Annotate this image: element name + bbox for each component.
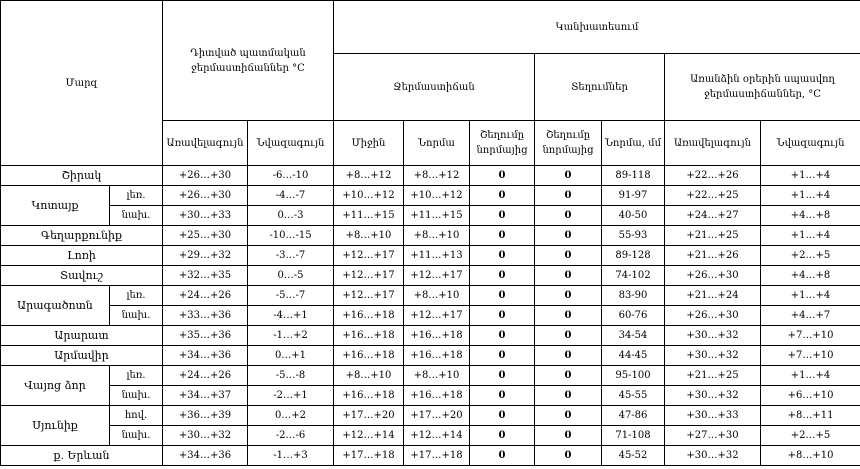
obs-max-cell: +24…+26 [163, 366, 248, 386]
subregion-cell: հով. [110, 406, 163, 426]
norm-cell: +16…+18 [404, 326, 470, 346]
region-cell: Արագածոտն [1, 286, 110, 326]
mean-cell: +17…+20 [334, 406, 404, 426]
dmax-cell: +21…+24 [665, 286, 761, 306]
pdev-cell: 0 [535, 246, 602, 266]
dev-cell: 0 [470, 166, 535, 186]
precip-deviation-header: Շեղումը նորմայից [535, 121, 602, 166]
pdev-cell: 0 [535, 266, 602, 286]
norm-cell: +17…+20 [404, 406, 470, 426]
pnorm-cell: 91-97 [602, 186, 665, 206]
pnorm-cell: 83-90 [602, 286, 665, 306]
pnorm-cell: 89-128 [602, 246, 665, 266]
obs-max-cell: +24…+26 [163, 286, 248, 306]
mean-cell: +8…+10 [334, 366, 404, 386]
mean-cell: +8…+10 [334, 226, 404, 246]
dev-cell: 0 [470, 206, 535, 226]
subregion-cell: նախ. [110, 386, 163, 406]
norm-cell: +11…+15 [404, 206, 470, 226]
mean-cell: +12…+17 [334, 286, 404, 306]
subregion-cell: լեռ. [110, 186, 163, 206]
pdev-cell: 0 [535, 346, 602, 366]
dev-cell: 0 [470, 286, 535, 306]
obs-min-cell: -5…-8 [248, 366, 334, 386]
daily-max-header: Առավելագույն [665, 121, 761, 166]
pnorm-cell: 89-118 [602, 166, 665, 186]
mean-cell: +12…+14 [334, 426, 404, 446]
norm-cell: +12…+17 [404, 306, 470, 326]
mean-cell: +16…+18 [334, 326, 404, 346]
observed-max-header: Առավելագույն [163, 121, 248, 166]
dmin-cell: +4…+7 [761, 306, 860, 326]
pnorm-cell: 47-86 [602, 406, 665, 426]
mean-cell: +8…+12 [334, 166, 404, 186]
precip-norm-header: Նորմա, մմ [602, 121, 665, 166]
table-row [1, 266, 860, 286]
dmin-cell: +1…+4 [761, 186, 860, 206]
dmax-cell: +21…+26 [665, 246, 761, 266]
obs-max-cell: +34…+36 [163, 446, 248, 466]
pdev-cell: 0 [535, 306, 602, 326]
obs-max-cell: +26…+30 [163, 186, 248, 206]
dev-cell: 0 [470, 246, 535, 266]
region-cell: Լոռի [1, 246, 163, 266]
obs-min-cell: -6…-10 [248, 166, 334, 186]
pdev-cell: 0 [535, 366, 602, 386]
dmax-cell: +30…+33 [665, 406, 761, 426]
obs-max-cell: +34…+37 [163, 386, 248, 406]
dmin-cell: +1…+4 [761, 366, 860, 386]
dmax-cell: +26…+30 [665, 266, 761, 286]
obs-max-cell: +30…+32 [163, 426, 248, 446]
dmin-cell: +2…+5 [761, 426, 860, 446]
dmax-cell: +24…+27 [665, 206, 761, 226]
dev-cell: 0 [470, 346, 535, 366]
pdev-cell: 0 [535, 386, 602, 406]
dmin-cell: +8…+10 [761, 446, 860, 466]
pnorm-cell: 74-102 [602, 266, 665, 286]
obs-min-cell: -2…-6 [248, 426, 334, 446]
pdev-cell: 0 [535, 446, 602, 466]
dmin-cell: +1…+4 [761, 226, 860, 246]
obs-min-cell: 0…+2 [248, 406, 334, 426]
table-row [1, 226, 860, 246]
obs-max-cell: +34…+36 [163, 346, 248, 366]
obs-max-cell: +30…+33 [163, 206, 248, 226]
dmax-cell: +27…+30 [665, 426, 761, 446]
dmin-cell: +1…+4 [761, 286, 860, 306]
dmax-cell: +30…+32 [665, 346, 761, 366]
pnorm-cell: 71-108 [602, 426, 665, 446]
dev-cell: 0 [470, 306, 535, 326]
obs-min-cell: -1…+3 [248, 446, 334, 466]
table-row [1, 446, 860, 466]
obs-max-cell: +33…+36 [163, 306, 248, 326]
dev-cell: 0 [470, 186, 535, 206]
obs-min-cell: 0…+1 [248, 346, 334, 366]
dev-cell: 0 [470, 366, 535, 386]
norm-cell: +8…+12 [404, 166, 470, 186]
pdev-cell: 0 [535, 166, 602, 186]
subregion-cell: նախ. [110, 306, 163, 326]
dmin-cell: +4…+8 [761, 206, 860, 226]
obs-max-cell: +26…+30 [163, 166, 248, 186]
obs-min-cell: -4…+1 [248, 306, 334, 326]
pnorm-cell: 34-54 [602, 326, 665, 346]
obs-min-cell: -4…-7 [248, 186, 334, 206]
region-cell: ք. Երևան [1, 446, 163, 466]
daily-min-header: Նվազագույն [761, 121, 860, 166]
pnorm-cell: 45-52 [602, 446, 665, 466]
pnorm-cell: 95-100 [602, 366, 665, 386]
pdev-cell: 0 [535, 406, 602, 426]
dmin-cell: +2…+5 [761, 246, 860, 266]
pdev-cell: 0 [535, 226, 602, 246]
mean-cell: +16…+18 [334, 386, 404, 406]
pnorm-cell: 40-50 [602, 206, 665, 226]
region-cell: Վայոց ձոր [1, 366, 110, 406]
dmax-cell: +30…+32 [665, 326, 761, 346]
obs-min-cell: 0…-3 [248, 206, 334, 226]
region-header: Մարզ [1, 1, 163, 166]
mean-cell: +17…+18 [334, 446, 404, 466]
table-row [1, 186, 860, 206]
dev-cell: 0 [470, 226, 535, 246]
pnorm-cell: 55-93 [602, 226, 665, 246]
norm-header: Նորմա [404, 121, 470, 166]
dmin-cell: +4…+8 [761, 266, 860, 286]
mean-cell: +12…+17 [334, 246, 404, 266]
table-row [1, 406, 860, 426]
region-cell: Կոտայք [1, 186, 110, 226]
obs-max-cell: +32…+35 [163, 266, 248, 286]
precipitation-header: Տեղումներ [535, 54, 665, 121]
norm-cell: +16…+18 [404, 386, 470, 406]
table-row [1, 386, 860, 406]
obs-max-cell: +35…+36 [163, 326, 248, 346]
norm-cell: +11…+13 [404, 246, 470, 266]
mean-cell: +16…+18 [334, 346, 404, 366]
norm-cell: +8…+10 [404, 286, 470, 306]
observed-min-header: Նվազագույն [248, 121, 334, 166]
dev-cell: 0 [470, 426, 535, 446]
table-row [1, 346, 860, 366]
dmax-cell: +21…+25 [665, 226, 761, 246]
pnorm-cell: 60-76 [602, 306, 665, 326]
subregion-cell: նախ. [110, 206, 163, 226]
obs-max-cell: +36…+39 [163, 406, 248, 426]
region-cell: Շիրակ [1, 166, 163, 186]
norm-cell: +12…+17 [404, 266, 470, 286]
mean-cell: +10…+12 [334, 186, 404, 206]
forecast-header: Կանխատեսում [334, 1, 860, 54]
norm-cell: +8…+10 [404, 366, 470, 386]
obs-min-cell: -10…-15 [248, 226, 334, 246]
mean-header: Միջին [334, 121, 404, 166]
subregion-cell: լեռ. [110, 286, 163, 306]
region-cell: Սյունիք [1, 406, 110, 446]
temperature-header: Ջերմաստիճան [334, 54, 535, 121]
subregion-cell: նախ. [110, 426, 163, 446]
dmax-cell: +21…+25 [665, 366, 761, 386]
dmax-cell: +30…+32 [665, 386, 761, 406]
dmin-cell: +6…+10 [761, 386, 860, 406]
dev-cell: 0 [470, 446, 535, 466]
obs-min-cell: -1…+2 [248, 326, 334, 346]
dmax-cell: +30…+32 [665, 446, 761, 466]
pnorm-cell: 45-55 [602, 386, 665, 406]
subregion-cell: լեռ. [110, 366, 163, 386]
dev-cell: 0 [470, 386, 535, 406]
obs-min-cell: 0…-5 [248, 266, 334, 286]
table-row [1, 286, 860, 306]
dmin-cell: +7…+10 [761, 346, 860, 366]
table-row [1, 366, 860, 386]
norm-cell: +10…+12 [404, 186, 470, 206]
region-cell: Տավուշ [1, 266, 163, 286]
dev-cell: 0 [470, 266, 535, 286]
region-cell: Արարատ [1, 326, 163, 346]
table-row [1, 326, 860, 346]
table-row [1, 166, 860, 186]
norm-cell: +17…+18 [404, 446, 470, 466]
dmax-cell: +22…+26 [665, 166, 761, 186]
pnorm-cell: 44-45 [602, 346, 665, 366]
dmax-cell: +26…+30 [665, 306, 761, 326]
mean-cell: +16…+18 [334, 306, 404, 326]
dmin-cell: +7…+10 [761, 326, 860, 346]
norm-cell: +16…+18 [404, 346, 470, 366]
obs-min-cell: -5…-7 [248, 286, 334, 306]
daily-extremes-header: Առանձին օրերին սպասվող ջերմաստիճաններ, °C [665, 54, 860, 121]
table-row [1, 246, 860, 266]
obs-min-cell: -2…+1 [248, 386, 334, 406]
region-cell: Գեղարքունիք [1, 226, 163, 246]
table-row [1, 306, 860, 326]
observed-extremes-header: Դիտված պատմական ջերմաստիճաններ °C [163, 1, 334, 121]
table-body [1, 166, 860, 466]
temp-deviation-header: Շեղումը նորմայից [470, 121, 535, 166]
pdev-cell: 0 [535, 186, 602, 206]
pdev-cell: 0 [535, 326, 602, 346]
dmax-cell: +22…+25 [665, 186, 761, 206]
dev-cell: 0 [470, 326, 535, 346]
table-row [1, 206, 860, 226]
obs-max-cell: +29…+32 [163, 246, 248, 266]
region-cell: Արմավիր [1, 346, 163, 366]
mean-cell: +12…+17 [334, 266, 404, 286]
dmin-cell: +8…+11 [761, 406, 860, 426]
dev-cell: 0 [470, 406, 535, 426]
norm-cell: +8…+10 [404, 226, 470, 246]
pdev-cell: 0 [535, 286, 602, 306]
mean-cell: +11…+15 [334, 206, 404, 226]
table-row [1, 426, 860, 446]
norm-cell: +12…+14 [404, 426, 470, 446]
pdev-cell: 0 [535, 206, 602, 226]
obs-max-cell: +25…+30 [163, 226, 248, 246]
obs-min-cell: -3…-7 [248, 246, 334, 266]
dmin-cell: +1…+4 [761, 166, 860, 186]
pdev-cell: 0 [535, 426, 602, 446]
